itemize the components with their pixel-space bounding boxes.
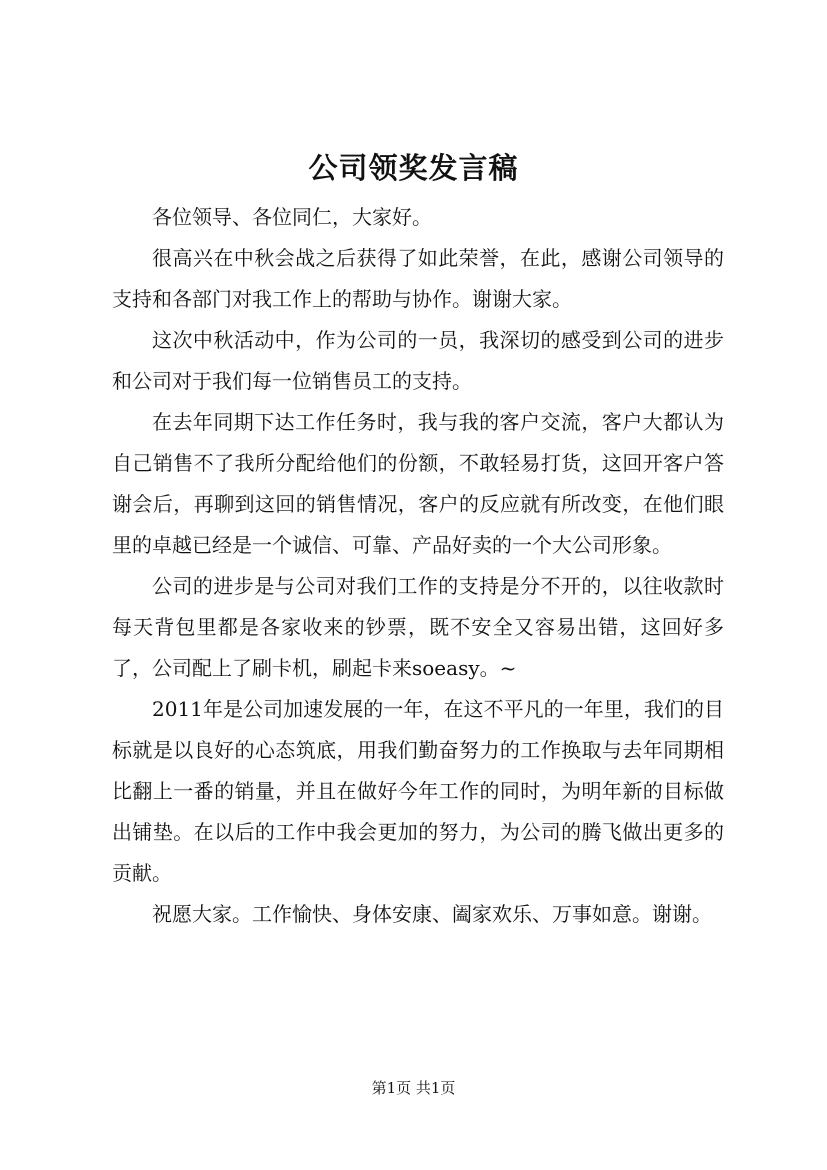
paragraph-closing: 祝愿大家。工作愉快、身体安康、阖家欢乐、万事如意。谢谢。	[152, 902, 712, 926]
paragraph-greeting: 各位领导、各位同仁，大家好。	[152, 205, 432, 229]
page-number-footer: 第1页 共1页	[371, 1079, 456, 1097]
document-body	[112, 197, 724, 935]
paragraph-thanks: 很高兴在中秋会战之后获得了如此荣誉，在此，感谢公司领导的支持和各部门对我工作上的帮助与协作。谢谢大家。	[112, 246, 724, 311]
paragraph-progress: 公司的进步是与公司对我们工作的支持是分不开的，以往收款时每天背包里都是各家收来的钞票，既不安全又容易出错，这回好多了，公司配上了刷卡机，刷起卡来soeasy。~	[112, 574, 724, 680]
paragraph-activity: 这次中秋活动中，作为公司的一员，我深切的感受到公司的进步和公司对于我们每一位销售员工的支持。	[112, 328, 724, 393]
paragraph-goals: 2011年是公司加速发展的一年，在这不平凡的一年里，我们的目标就是以良好的心态筑底，用我们勤奋努力的工作换取与去年同期相比翻上一番的销量，并且在做好今年工作的同时，为明年新的目标做出铺垫。在以后的工作中我会更加的努力，为公司的腾飞做出更多的贡献。	[112, 697, 724, 885]
document-title: 公司领奖发言稿	[308, 151, 519, 185]
paragraph-customers: 在去年同期下达工作任务时，我与我的客户交流，客户大都认为自己销售不了我所分配给他们的份额，不敢轻易打货，这回开客户答谢会后，再聊到这回的销售情况，客户的反应就有所改变，在他们眼里的卓越已经是一个诚信、可靠、产品好卖的一个大公司形象。	[112, 410, 724, 557]
